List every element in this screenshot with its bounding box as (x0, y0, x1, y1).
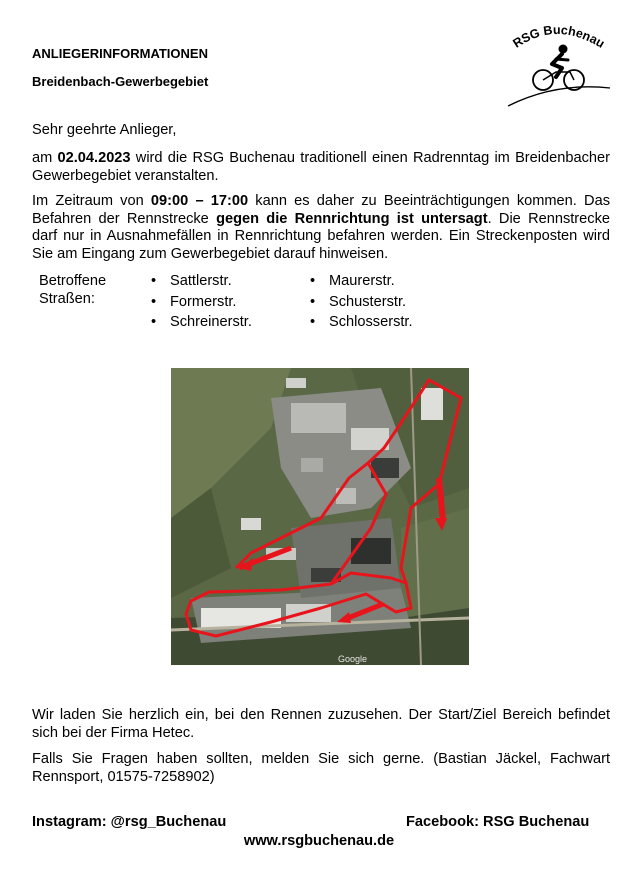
list-item: • Formerstr. (151, 292, 252, 313)
svg-text:RSG Buchenau (510, 23, 607, 51)
street-list-left (151, 271, 252, 333)
list-item: • Schusterstr. (310, 292, 413, 313)
rsg-logo (506, 20, 612, 110)
cyclist-icon (506, 20, 612, 110)
list-item: • Schreinerstr. (151, 312, 252, 333)
document-subtitle: Breidenbach-Gewerbegebiet (32, 74, 209, 89)
list-item: • Sattlerstr. (151, 271, 252, 292)
route-map (171, 368, 469, 665)
streets-label: Betroffene Straßen: (39, 273, 107, 307)
facebook-handle: Facebook: RSG Buchenau (406, 814, 590, 830)
event-date: 02.04.2023 (57, 150, 131, 166)
street-list-right (310, 271, 413, 333)
list-item: • Maurerstr. (310, 271, 413, 292)
website-link[interactable]: www.rsgbuchenau.de (243, 833, 395, 849)
paragraph-invitation: Wir laden Sie herzlich ein, bei den Rennen zuzusehen. Der Start/Ziel Bereich befindet sich bei der Firma Hetec. (32, 707, 610, 741)
logo-text: RSG Buchenau (510, 22, 607, 51)
paragraph-event: am 02.04.2023 wird die RSG Buchenau traditionell einen Radrenntag im Breidenbacher Gewerbegebiet veranstalten. (32, 150, 610, 184)
paragraph-restrictions: Im Zeitraum von 09:00 – 17:00 kann es daher zu Beeinträchtigungen kommen. Das Befahren der Rennstrecke gegen die Rennrichtung ist untersagt. Die Rennstrecke darf nur in Ausnahmefällen in Rennrichtung befahren werden. Ein Streckenposten wird Sie am Eingang zum Gewerbegebiet darauf hinweisen. (32, 193, 610, 262)
instagram-handle: Instagram: @rsg_Buchenau (32, 814, 227, 830)
paragraph-contact: Falls Sie Fragen haben sollten, melden Sie sich gerne. (Bastian Jäckel, Fachwart Rennsport, 01575-7258902) (32, 751, 610, 785)
document-title: ANLIEGERINFORMATIONEN (32, 46, 208, 61)
restriction-notice: gegen die Rennrichtung ist untersagt (216, 210, 488, 227)
map-watermark: Google (338, 654, 368, 664)
event-time: 09:00 – 17:00 (150, 193, 249, 209)
salutation: Sehr geehrte Anlieger, (32, 122, 177, 138)
list-item: • Schlosserstr. (310, 312, 413, 333)
satellite-map-image (171, 368, 469, 665)
